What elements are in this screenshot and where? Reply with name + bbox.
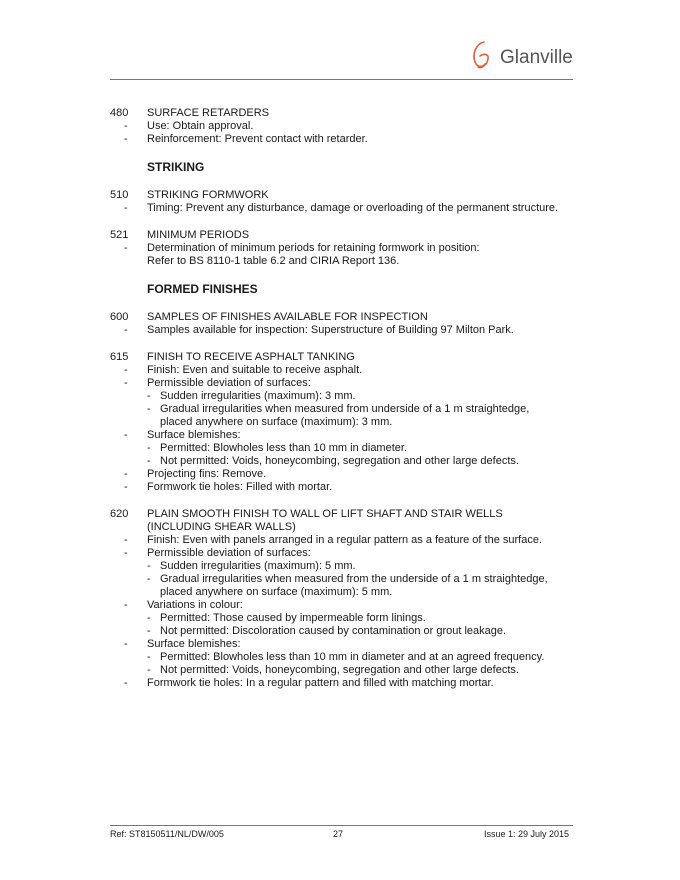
item-text: Timing: Prevent any disturbance, damage or overloading of the permanent structure. [147, 202, 559, 214]
sub-item-text-continuation: placed anywhere on surface (maximum): 5 mm. [160, 586, 393, 598]
item-text: Reinforcement: Prevent contact with retarder. [147, 133, 368, 145]
item-text: Determination of minimum periods for retaining formwork in position: [147, 242, 480, 254]
footer-reference: Ref: ST8150511/NL/DW/005 [110, 829, 224, 839]
footer-page-number: 27 [333, 829, 344, 839]
clause-510 [110, 189, 580, 215]
clause-600 [110, 311, 580, 337]
item-text-continuation: Refer to BS 8110-1 table 6.2 and CIRIA Report 136. [147, 255, 400, 267]
item-text: Samples available for inspection: Superstructure of Building 97 Milton Park. [147, 324, 514, 336]
item-text: Surface blemishes: [147, 638, 241, 650]
section-heading: FORMED FINISHES [147, 282, 258, 296]
sub-item-text-continuation: placed anywhere on surface (maximum): 3 mm. [160, 416, 393, 428]
clause-item [124, 429, 580, 468]
sub-item-text: Permitted: Those caused by impermeable form linings. [160, 612, 426, 624]
sub-item-text: Not permitted: Discoloration caused by contamination or grout leakage. [160, 625, 507, 637]
sub-item-text: Sudden irregularities (maximum): 3 mm. [160, 390, 356, 402]
item-bullet: - [124, 599, 128, 611]
item-text: Permissible deviation of surfaces: [147, 377, 311, 389]
clause-item [124, 468, 580, 481]
item-bullet: - [124, 133, 128, 145]
clause-number: 600 [110, 311, 129, 323]
item-text: Formwork tie holes: In a regular pattern and filled with matching mortar. [147, 677, 494, 689]
item-bullet: - [124, 324, 128, 336]
item-bullet: - [124, 547, 128, 559]
sub-item [147, 573, 580, 599]
item-bullet: - [124, 242, 128, 254]
header-rule [110, 79, 573, 80]
sub-item-text: Sudden irregularities (maximum): 5 mm. [160, 560, 356, 572]
item-bullet: - [124, 468, 128, 480]
sub-item-text: Not permitted: Voids, honeycombing, segregation and other large defects. [160, 664, 519, 676]
item-bullet: - [124, 120, 128, 132]
item-bullet: - [124, 364, 128, 376]
clause-item [124, 534, 580, 547]
item-text: Variations in colour: [147, 599, 243, 611]
item-bullet: - [124, 202, 128, 214]
item-text: Use: Obtain approval. [147, 120, 254, 132]
item-text: Projecting fins: Remove. [147, 468, 267, 480]
clause-item [124, 202, 580, 215]
sub-item-bullet: - [147, 403, 151, 415]
clause-item [124, 677, 580, 690]
sub-item-text: Gradual irregularities when measured from the underside of a 1 m straightedge, [160, 573, 548, 585]
sub-item-bullet: - [147, 560, 151, 572]
clause-615 [110, 351, 580, 494]
sub-item [147, 442, 580, 455]
clause-item [124, 242, 580, 268]
section-heading: STRIKING [147, 160, 205, 174]
clause-620 [110, 508, 580, 690]
clause-number: 480 [110, 107, 129, 119]
sub-item [147, 390, 580, 403]
item-bullet: - [124, 638, 128, 650]
item-bullet: - [124, 429, 128, 441]
item-bullet: - [124, 677, 128, 689]
item-bullet: - [124, 377, 128, 389]
clause-item [124, 547, 580, 599]
clause-title: FINISH TO RECEIVE ASPHALT TANKING [147, 351, 355, 363]
clause-title: STRIKING FORMWORK [147, 189, 269, 201]
footer-rule [110, 825, 573, 826]
item-text: Finish: Even with panels arranged in a regular pattern as a feature of the surface. [147, 534, 543, 546]
clause-title: MINIMUM PERIODS [147, 229, 250, 241]
clause-item [124, 133, 580, 146]
sub-item [147, 403, 580, 429]
sub-item-bullet: - [147, 651, 151, 663]
clause-item [124, 377, 580, 429]
sub-item [147, 455, 580, 468]
sub-item-text: Permitted: Blowholes less than 10 mm in diameter. [160, 442, 408, 454]
sub-item [147, 651, 580, 664]
sub-item-text: Gradual irregularities when measured from underside of a 1 m straightedge, [160, 403, 530, 415]
clause-number: 620 [110, 508, 129, 520]
clause-item [124, 481, 580, 494]
item-text: Permissible deviation of surfaces: [147, 547, 311, 559]
sub-item [147, 625, 580, 638]
clause-title: PLAIN SMOOTH FINISH TO WALL OF LIFT SHAFT AND STAIR WELLS [147, 508, 503, 520]
clause-480 [110, 107, 580, 146]
glanville-mark-icon [470, 40, 494, 70]
item-text: Formwork tie holes: Filled with mortar. [147, 481, 333, 493]
item-text: Surface blemishes: [147, 429, 241, 441]
clause-item [124, 599, 580, 638]
sub-item-bullet: - [147, 442, 151, 454]
clause-item [124, 364, 580, 377]
logo-text: Glanville [500, 47, 573, 68]
sub-item-bullet: - [147, 455, 151, 467]
clause-number: 510 [110, 189, 129, 201]
sub-item-bullet: - [147, 612, 151, 624]
sub-item-text: Permitted: Blowholes less than 10 mm in diameter and at an agreed frequency. [160, 651, 545, 663]
specification-content [110, 107, 580, 704]
sub-item-bullet: - [147, 390, 151, 402]
sub-item-text: Not permitted: Voids, honeycombing, segregation and other large defects. [160, 455, 519, 467]
clause-title-continuation: (INCLUDING SHEAR WALLS) [147, 521, 296, 533]
clause-title: SURFACE RETARDERS [147, 107, 270, 119]
item-text: Finish: Even and suitable to receive asphalt. [147, 364, 363, 376]
footer-issue: Issue 1: 29 July 2015 [484, 829, 570, 839]
clause-item [124, 638, 580, 677]
clause-number: 615 [110, 351, 129, 363]
clause-521 [110, 229, 580, 268]
clause-title: SAMPLES OF FINISHES AVAILABLE FOR INSPECTION [147, 311, 428, 323]
clause-item [124, 324, 580, 337]
item-bullet: - [124, 534, 128, 546]
sub-item [147, 560, 580, 573]
sub-item [147, 612, 580, 625]
sub-item-bullet: - [147, 664, 151, 676]
clause-number: 521 [110, 229, 129, 241]
item-bullet: - [124, 481, 128, 493]
sub-item-bullet: - [147, 625, 151, 637]
clause-item [124, 120, 580, 133]
sub-item-bullet: - [147, 573, 151, 585]
sub-item [147, 664, 580, 677]
